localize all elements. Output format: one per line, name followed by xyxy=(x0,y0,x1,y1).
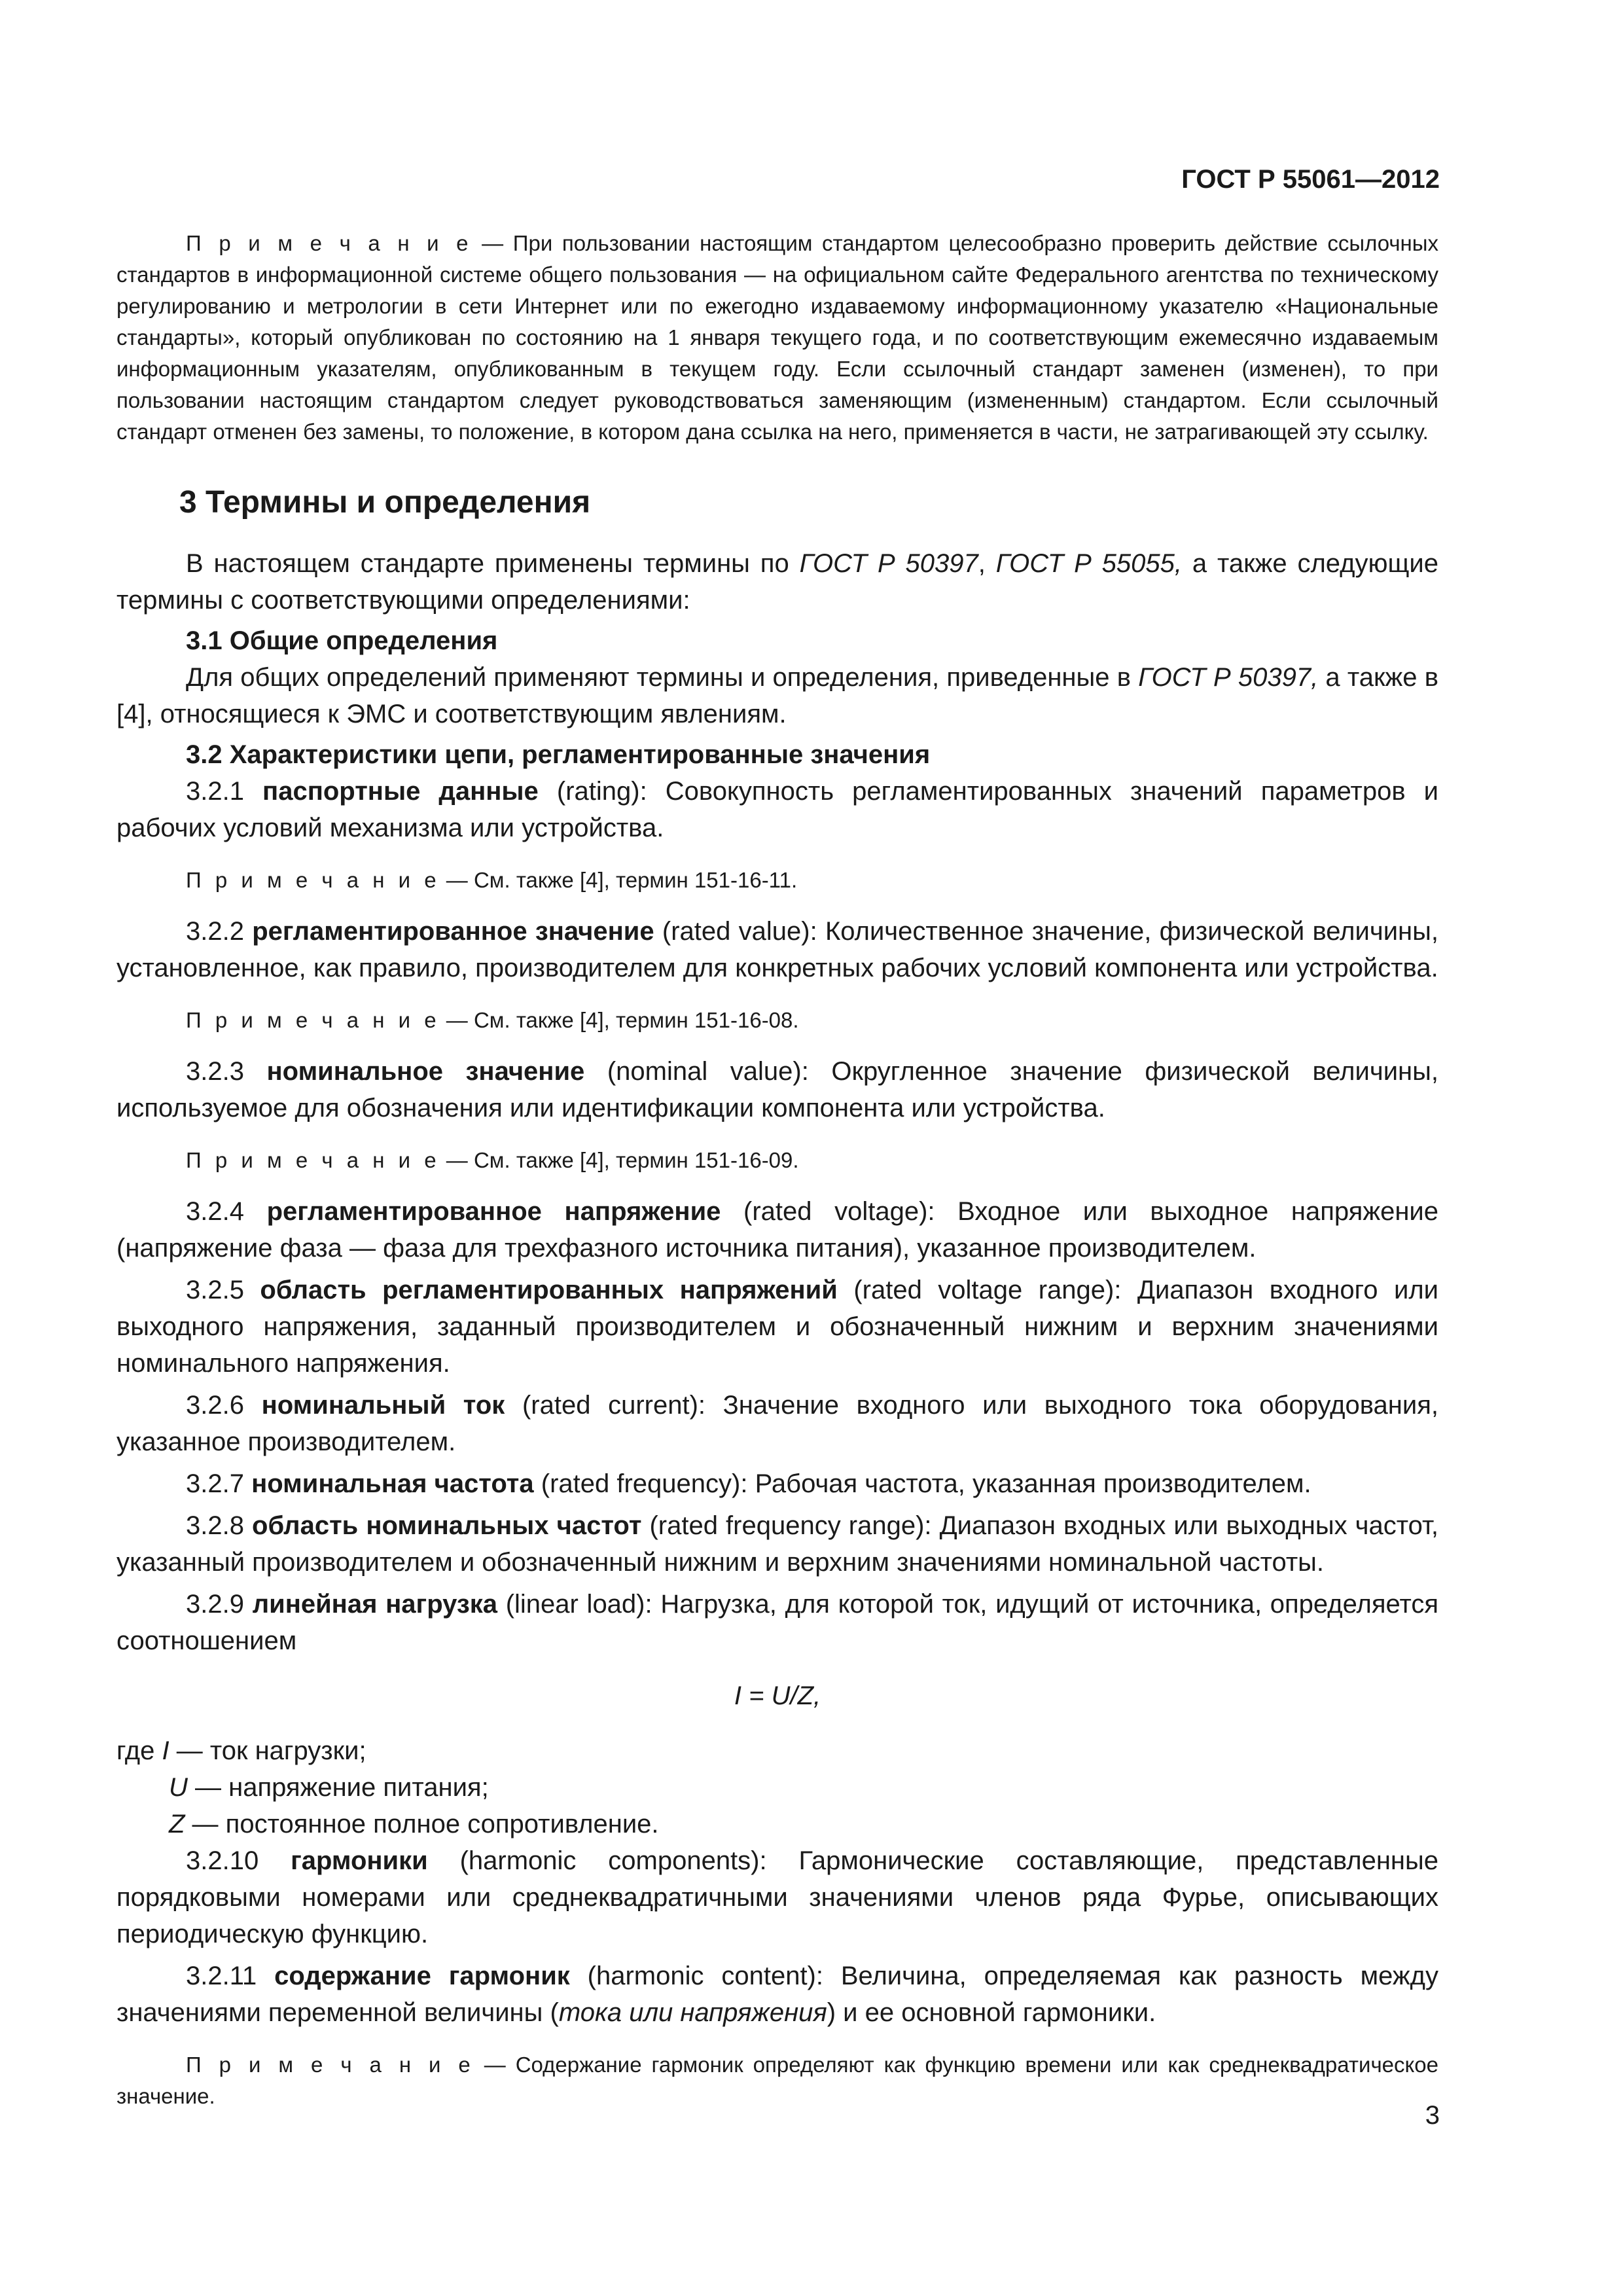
standard-reference: ГОСТ Р 50397, xyxy=(1138,663,1319,692)
term-number: 3.2.10 xyxy=(186,1846,291,1875)
term-name: содержание гармоник xyxy=(274,1962,570,1990)
note-top xyxy=(116,228,1438,448)
term-number: 3.2.4 xyxy=(186,1197,267,1226)
legend-row xyxy=(116,1806,1438,1842)
formula-legend xyxy=(116,1732,1438,1842)
legend-description: — ток нагрузки; xyxy=(169,1736,366,1765)
term-text: (rated voltage range): Диапазон входного или выходного напряжения, заданный производителем и обозначенный нижним и верхним значениями номинального напряжения. xyxy=(116,1276,1439,1378)
paragraph-text: Для общих определений применяют термины и определения, приведенные в xyxy=(186,663,1139,692)
section-intro xyxy=(116,545,1438,619)
term-text: (rated current): Значение входного или выходного тока оборудования, указанное производителем. xyxy=(116,1391,1439,1456)
term-number: 3.2.3 xyxy=(186,1057,267,1086)
term-number: 3.2.11 xyxy=(186,1962,275,1990)
legend-row xyxy=(116,1769,1438,1806)
legend-description: — напряжение питания; xyxy=(187,1773,489,1802)
standard-reference: ГОСТ Р 50397 xyxy=(799,549,978,578)
standard-reference: ГОСТ Р 55055, xyxy=(995,549,1182,578)
term-definition xyxy=(116,1465,1438,1502)
term-name: номинальный ток xyxy=(261,1391,505,1420)
term-text: (rated frequency): Рабочая частота, указанная производителем. xyxy=(533,1469,1311,1498)
term-text: (linear load): Нагрузка, для которой ток, идущий от источника, определяется соотношением xyxy=(116,1590,1439,1655)
note-label: П р и м е ч а н и е xyxy=(186,868,440,892)
term-number: 3.2.2 xyxy=(186,917,253,946)
term-number: 3.2.1 xyxy=(186,777,263,806)
term-name: линейная нагрузка xyxy=(252,1590,497,1619)
page-number: 3 xyxy=(1425,2101,1440,2130)
term-definition xyxy=(116,1387,1438,1460)
note-text: — См. также [4], термин 151-16-11. xyxy=(440,868,798,892)
term-name: номинальная частота xyxy=(251,1469,534,1498)
term-name: паспортные данные xyxy=(262,777,539,806)
term-text: (rated value): Количественное значение, физической величины, установленное, как правило, производителем для конкретных рабочих условий компонента или устройства. xyxy=(116,917,1438,982)
term-text: (rated voltage): Входное или выходное напряжение (напряжение фаза — фаза для трехфазного источника питания), указанное производителем. xyxy=(116,1197,1439,1263)
term-note xyxy=(116,2049,1438,2112)
term-text: (harmonic content): Величина, определяемая как разность между значениями переменной величины ( xyxy=(116,1962,1438,2027)
term-definition xyxy=(116,913,1438,986)
term-definition xyxy=(116,773,1438,846)
legend-symbol: U xyxy=(169,1773,188,1802)
term-definition xyxy=(116,1507,1438,1581)
note-label: П р и м е ч а н и е xyxy=(186,2053,474,2077)
subsection-title: 3.1 Общие определения xyxy=(186,626,498,655)
legend-description: — постоянное полное сопротивление. xyxy=(185,1810,659,1839)
note-label: П р и м е ч а н и е xyxy=(186,231,473,255)
term-text: (rated frequency range): Диапазон входных или выходных частот, указанный производителем и обозначенный нижним и верхним значениями номинальной частоты. xyxy=(116,1511,1438,1577)
note-text: — См. также [4], термин 151-16-08. xyxy=(440,1008,799,1032)
paragraph-text: а также в [4], относящиеся к ЭМС и соответствующим явлениям. xyxy=(116,663,1438,728)
note-text: — При пользовании настоящим стандартом целесообразно проверить действие ссылочных стандартов в информационной системе общего пользования — на официальном сайте Федерального агентства по техническому регулированию и метрологии в сети Интернет или по ежегодно издаваемому информационному указателю «Национальные стандарты», который опубликован по состоянию на 1 января текущего года, и по соответствующим ежемесячно издаваемым информационным указателям, опубликованным в текущем году. Если ссылочный стандарт заменен (изменен), то при пользовании настоящим стандартом следует руководствоваться заменяющим (измененным) стандартом. Если ссылочный стандарт отменен без замены, то положение, в котором дана ссылка на него, применяется в части, не затрагивающей эту ссылку. xyxy=(116,231,1438,444)
term-name: регламентированное значение xyxy=(252,917,654,946)
term-number: 3.2.8 xyxy=(186,1511,253,1540)
note-label: П р и м е ч а н и е xyxy=(186,1148,440,1172)
legend-symbol: I xyxy=(162,1736,169,1765)
term-note xyxy=(116,865,1438,896)
term-number: 3.2.5 xyxy=(186,1276,260,1304)
term-text: ) и ее основной гармоники. xyxy=(827,1998,1156,2027)
term-number: 3.2.7 xyxy=(186,1469,252,1498)
formula: I = U/Z, xyxy=(734,1681,821,1710)
term-definition xyxy=(116,1272,1438,1382)
note-label: П р и м е ч а н и е xyxy=(186,1008,440,1032)
legend-row xyxy=(116,1732,1438,1769)
term-number: 3.2.6 xyxy=(186,1391,262,1420)
subsection-title: 3.2 Характеристики цепи, регламентированные значения xyxy=(186,740,931,769)
document-header: ГОСТ Р 55061—2012 xyxy=(1181,165,1440,194)
term-name: регламентированное напряжение xyxy=(266,1197,721,1226)
term-name: область регламентированных напряжений xyxy=(260,1276,838,1304)
page-content xyxy=(116,228,1438,2112)
term-name: гармоники xyxy=(291,1846,428,1875)
legend-prefix: где xyxy=(116,1736,162,1765)
term-text-italic: тока или напряжения xyxy=(558,1998,827,2027)
term-text: (harmonic components): Гармонические составляющие, представленные порядковыми номерами или среднеквадратичными значениями членов ряда Фурье, описывающих периодическую функцию. xyxy=(116,1846,1438,1948)
term-definition xyxy=(116,1586,1438,1659)
term-definition xyxy=(116,1842,1438,1952)
term-text: (nominal value): Округленное значение физической величины, используемое для обозначения или идентификации компонента или устройства. xyxy=(116,1057,1438,1122)
note-text: — См. также [4], термин 151-16-09. xyxy=(440,1148,799,1172)
note-text: — Содержание гармоник определяют как функцию времени или как среднеквадратическое значение. xyxy=(116,2053,1439,2108)
term-definition xyxy=(116,1053,1438,1126)
intro-text: а также следующие термины с соответствующими определениями: xyxy=(116,549,1438,615)
term-definition xyxy=(116,1193,1438,1266)
term-note xyxy=(116,1005,1438,1036)
legend-symbol: Z xyxy=(169,1810,185,1839)
section-title: 3 Термины и определения xyxy=(179,485,591,520)
term-definition xyxy=(116,1958,1438,2031)
intro-separator: , xyxy=(978,549,996,578)
intro-text: В настоящем стандарте применены термины по xyxy=(186,549,800,578)
term-name: область номинальных частот xyxy=(252,1511,642,1540)
subsection-text xyxy=(116,659,1438,732)
term-name: номинальное значение xyxy=(266,1057,585,1086)
term-number: 3.2.9 xyxy=(186,1590,253,1619)
term-note xyxy=(116,1145,1438,1176)
term-text: (rating): Совокупность регламентированных значений параметров и рабочих условий механизма или устройства. xyxy=(116,777,1438,842)
